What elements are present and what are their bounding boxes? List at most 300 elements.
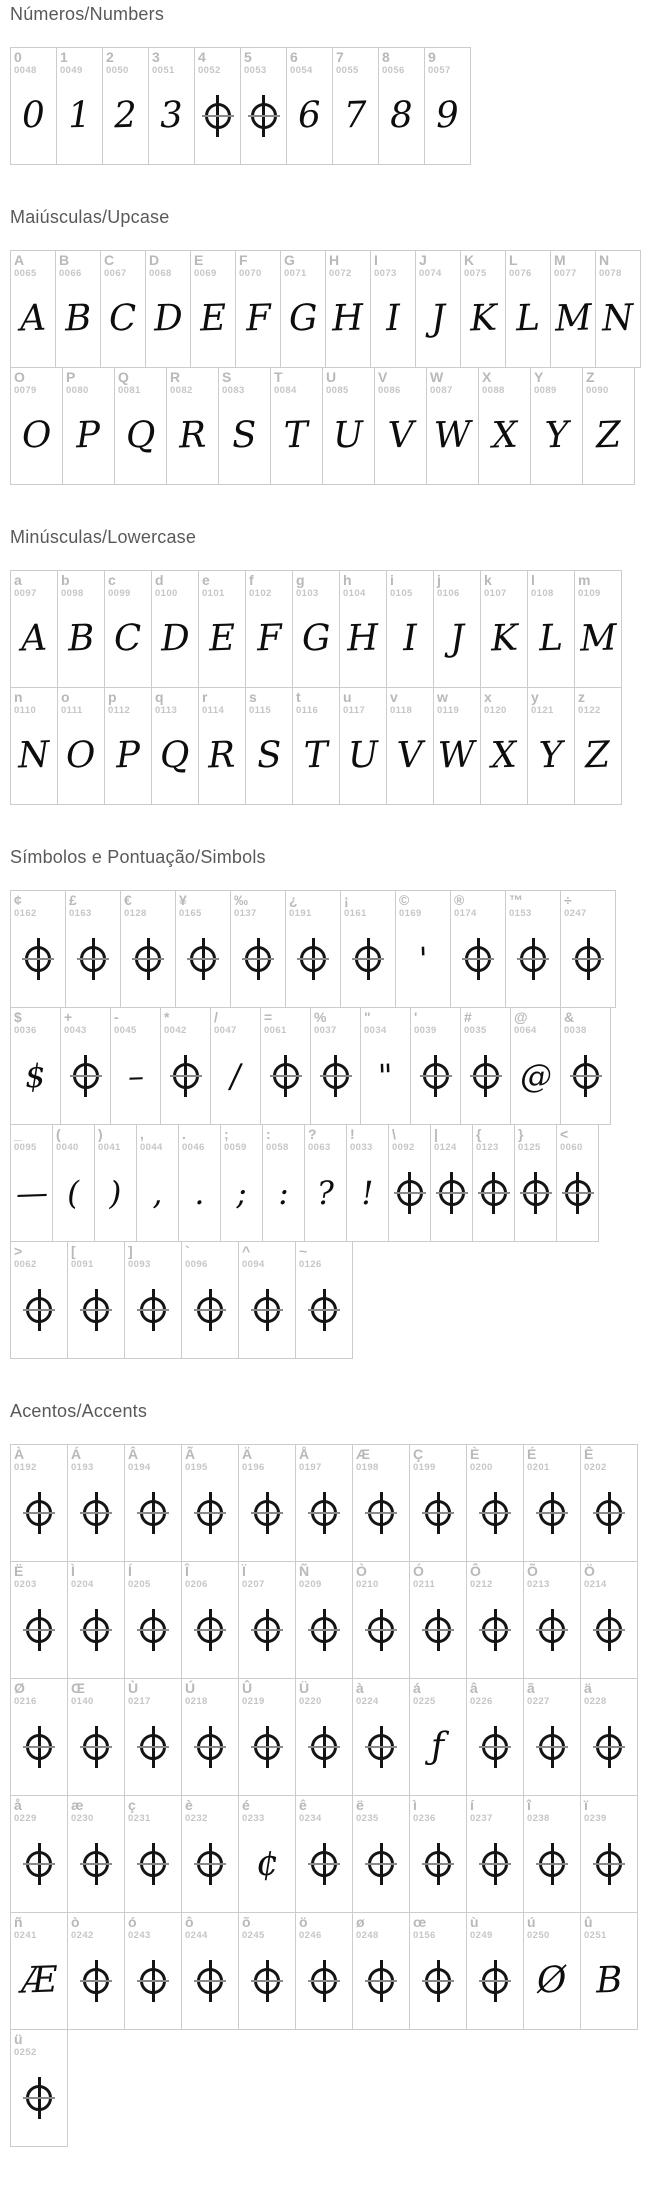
unicode-code: 0198 bbox=[356, 1461, 379, 1473]
char-label: & bbox=[564, 1009, 575, 1025]
glyph-cell bbox=[374, 367, 427, 485]
glyph-cell bbox=[148, 47, 195, 165]
glyph-cell bbox=[124, 1241, 182, 1359]
glyph-cell bbox=[574, 570, 622, 688]
glyph-area bbox=[371, 279, 415, 367]
unicode-code: 0121 bbox=[531, 704, 554, 716]
glyph: G bbox=[287, 297, 319, 340]
glyph: , bbox=[151, 1173, 164, 1212]
unicode-code: 0165 bbox=[179, 907, 202, 919]
glyph-cell bbox=[10, 1795, 68, 1913]
unicode-code: 0098 bbox=[61, 587, 84, 599]
glyph-cell bbox=[238, 1561, 296, 1679]
char-label: : bbox=[266, 1126, 271, 1142]
char-label: e bbox=[202, 572, 210, 588]
glyph-cell bbox=[310, 1007, 361, 1125]
char-label: ] bbox=[128, 1243, 133, 1259]
glyph-area bbox=[105, 716, 151, 804]
glyph: V bbox=[386, 414, 415, 457]
glyph-area bbox=[410, 1824, 466, 1912]
cell-header bbox=[11, 1679, 67, 1707]
glyph-area bbox=[195, 76, 240, 164]
notdef-glyph-icon bbox=[520, 946, 546, 972]
char-label: \ bbox=[392, 1126, 396, 1142]
glyph-cell bbox=[218, 367, 271, 485]
char-label: Ô bbox=[470, 1563, 481, 1579]
notdef-glyph-icon bbox=[197, 1968, 223, 1994]
unicode-code: 0237 bbox=[470, 1812, 493, 1824]
char-label: œ bbox=[413, 1914, 427, 1930]
unicode-code: 0119 bbox=[437, 704, 460, 716]
glyph-area bbox=[11, 1824, 67, 1912]
glyph-area bbox=[375, 396, 426, 484]
char-label: f bbox=[249, 572, 254, 588]
cell-header bbox=[353, 1445, 409, 1473]
char-label: j bbox=[437, 572, 441, 588]
unicode-code: 0058 bbox=[266, 1141, 289, 1153]
char-label: Â bbox=[128, 1446, 139, 1462]
cell-header bbox=[296, 1796, 352, 1824]
char-label: ` bbox=[185, 1243, 190, 1259]
glyph-cell bbox=[136, 1124, 179, 1242]
cell-header bbox=[286, 891, 340, 919]
glyph-area bbox=[434, 716, 480, 804]
char-label: c bbox=[108, 572, 116, 588]
glyph: U bbox=[332, 414, 365, 457]
glyph-area bbox=[125, 1473, 181, 1561]
section-title: Minúsculas/Lowercase bbox=[10, 527, 197, 547]
notdef-glyph-icon bbox=[368, 1617, 394, 1643]
glyph-cell bbox=[181, 1912, 239, 2030]
glyph: Q bbox=[159, 734, 191, 777]
notdef-glyph-icon bbox=[473, 1063, 499, 1089]
notdef-glyph-icon bbox=[539, 1617, 565, 1643]
unicode-code: 0199 bbox=[413, 1461, 436, 1473]
unicode-code: 0077 bbox=[554, 267, 577, 279]
notdef-glyph-icon bbox=[368, 1851, 394, 1877]
char-label: Ó bbox=[413, 1563, 424, 1579]
glyph-area bbox=[236, 279, 280, 367]
char-label: E bbox=[194, 252, 204, 268]
notdef-glyph-icon bbox=[140, 1734, 166, 1760]
char-label: ™ bbox=[509, 892, 523, 908]
notdef-glyph-icon bbox=[254, 1734, 280, 1760]
charmap-section bbox=[10, 527, 661, 805]
glyph: P bbox=[75, 414, 102, 457]
glyph: W bbox=[437, 734, 477, 777]
char-label: $ bbox=[14, 1009, 22, 1025]
char-label: q bbox=[155, 689, 164, 705]
cell-header bbox=[341, 891, 395, 919]
glyph-cell bbox=[10, 367, 63, 485]
char-label: é bbox=[242, 1797, 250, 1813]
char-label: + bbox=[64, 1009, 73, 1025]
notdef-glyph-icon bbox=[311, 1851, 337, 1877]
unicode-code: 0087 bbox=[430, 384, 453, 396]
glyph: Y bbox=[543, 414, 570, 457]
glyph-area bbox=[182, 1270, 238, 1358]
cell-header bbox=[431, 1125, 472, 1153]
glyph: 3 bbox=[159, 94, 184, 137]
glyph-area bbox=[211, 1036, 260, 1124]
char-label: > bbox=[14, 1243, 23, 1259]
glyph: E bbox=[199, 297, 227, 340]
glyph-cell bbox=[151, 570, 199, 688]
char-label: n bbox=[14, 689, 23, 705]
unicode-code: 0034 bbox=[364, 1024, 387, 1036]
cell-header bbox=[557, 1125, 598, 1153]
char-label: w bbox=[437, 689, 448, 705]
notdef-glyph-icon bbox=[245, 946, 271, 972]
glyph: P bbox=[115, 734, 141, 777]
unicode-code: 0048 bbox=[14, 64, 37, 76]
glyph-area bbox=[551, 279, 595, 367]
glyph-area bbox=[296, 1270, 352, 1358]
glyph-area bbox=[524, 1941, 580, 2029]
glyph-cell bbox=[270, 367, 323, 485]
glyph-row bbox=[10, 570, 661, 688]
glyph-area bbox=[246, 599, 292, 687]
unicode-code: 0230 bbox=[71, 1812, 94, 1824]
glyph-cell bbox=[280, 250, 326, 368]
glyph-cell bbox=[523, 1912, 581, 2030]
glyph-cell bbox=[370, 250, 416, 368]
unicode-code: 0211 bbox=[413, 1578, 436, 1590]
unicode-code: 0088 bbox=[482, 384, 505, 396]
char-label: H bbox=[329, 252, 340, 268]
glyph-area bbox=[596, 279, 640, 367]
cell-header bbox=[239, 1796, 295, 1824]
glyph-area bbox=[176, 919, 230, 1007]
glyph: ? bbox=[316, 1173, 335, 1213]
glyph: N bbox=[17, 734, 51, 777]
glyph-cell bbox=[114, 367, 167, 485]
glyph-area bbox=[239, 1941, 295, 2029]
notdef-glyph-icon bbox=[573, 1063, 599, 1089]
glyph-area bbox=[11, 76, 56, 164]
glyph-area bbox=[581, 1473, 637, 1561]
notdef-glyph-icon bbox=[355, 946, 381, 972]
glyph-area bbox=[340, 716, 386, 804]
char-label: 4 bbox=[198, 49, 206, 65]
unicode-code: 0078 bbox=[599, 267, 622, 279]
unicode-code: 0245 bbox=[242, 1929, 265, 1941]
notdef-glyph-icon bbox=[190, 946, 216, 972]
cell-header bbox=[581, 1679, 637, 1707]
char-label: l bbox=[531, 572, 535, 588]
unicode-code: 0111 bbox=[61, 704, 83, 716]
glyph-cell bbox=[325, 250, 371, 368]
char-label: v bbox=[390, 689, 398, 705]
cell-header bbox=[68, 1242, 124, 1270]
glyph-cell bbox=[100, 250, 146, 368]
glyph: F bbox=[255, 617, 283, 660]
cell-header bbox=[115, 368, 166, 396]
glyph: X bbox=[490, 414, 519, 457]
cell-header bbox=[57, 48, 102, 76]
notdef-glyph-icon bbox=[539, 1500, 565, 1526]
glyph: H bbox=[346, 617, 380, 660]
char-label: V bbox=[378, 369, 388, 385]
unicode-code: 0123 bbox=[476, 1141, 499, 1153]
glyph-area bbox=[11, 1941, 67, 2029]
notdef-glyph-icon bbox=[311, 1968, 337, 1994]
unicode-code: 0086 bbox=[378, 384, 401, 396]
glyph-cell bbox=[245, 570, 293, 688]
char-label: 1 bbox=[60, 49, 68, 65]
notdef-glyph-icon bbox=[197, 1297, 223, 1323]
notdef-glyph-icon bbox=[425, 1617, 451, 1643]
glyph-cell bbox=[339, 687, 387, 805]
notdef-glyph-icon bbox=[323, 1063, 349, 1089]
char-label: Ñ bbox=[299, 1563, 310, 1579]
glyph-row bbox=[10, 368, 661, 485]
unicode-code: 0156 bbox=[413, 1929, 436, 1941]
glyph: R bbox=[178, 414, 207, 457]
unicode-code: 0216 bbox=[14, 1695, 37, 1707]
char-label: 0 bbox=[14, 49, 22, 65]
glyph: C bbox=[113, 617, 143, 660]
unicode-code: 0229 bbox=[14, 1812, 37, 1824]
char-label: a bbox=[14, 572, 22, 588]
notdef-glyph-icon bbox=[439, 1180, 465, 1206]
notdef-glyph-icon bbox=[539, 1734, 565, 1760]
glyph-cell bbox=[10, 1678, 68, 1796]
cell-header bbox=[182, 1562, 238, 1590]
glyph-area bbox=[161, 1036, 210, 1124]
cell-header bbox=[56, 251, 100, 279]
glyph-area bbox=[125, 1590, 181, 1678]
notdef-glyph-icon bbox=[26, 2085, 52, 2111]
notdef-glyph-icon bbox=[197, 1500, 223, 1526]
glyph-cell bbox=[505, 890, 561, 1008]
cell-header bbox=[191, 251, 235, 279]
unicode-code: 0125 bbox=[518, 1141, 541, 1153]
char-label: y bbox=[531, 689, 539, 705]
unicode-code: 0053 bbox=[244, 64, 267, 76]
glyph-area bbox=[101, 279, 145, 367]
glyph-area bbox=[410, 1590, 466, 1678]
char-label: / bbox=[214, 1009, 218, 1025]
glyph-cell bbox=[102, 47, 149, 165]
cell-header bbox=[375, 368, 426, 396]
unicode-code: 0067 bbox=[104, 267, 127, 279]
unicode-code: 0116 bbox=[296, 704, 319, 716]
glyph-cell bbox=[10, 1912, 68, 2030]
notdef-glyph-icon bbox=[140, 1968, 166, 1994]
glyph: O bbox=[21, 414, 52, 457]
glyph-cell bbox=[160, 1007, 211, 1125]
glyph-area bbox=[411, 1036, 460, 1124]
glyph: B bbox=[67, 617, 95, 660]
glyph-area bbox=[461, 1036, 510, 1124]
unicode-code: 0094 bbox=[242, 1258, 265, 1270]
char-label: m bbox=[578, 572, 591, 588]
notdef-glyph-icon bbox=[26, 1297, 52, 1323]
cell-header bbox=[287, 48, 332, 76]
unicode-code: 0174 bbox=[454, 907, 477, 919]
glyph-cell bbox=[124, 1795, 182, 1913]
char-label: 5 bbox=[244, 49, 252, 65]
glyph-cell bbox=[260, 1007, 311, 1125]
glyph-area bbox=[11, 1153, 52, 1241]
char-label: o bbox=[61, 689, 70, 705]
unicode-code: 0042 bbox=[164, 1024, 187, 1036]
notdef-glyph-icon bbox=[26, 1734, 52, 1760]
glyph: M bbox=[553, 297, 593, 340]
cell-header bbox=[261, 1008, 310, 1036]
unicode-code: 0109 bbox=[578, 587, 601, 599]
unicode-code: 0036 bbox=[14, 1024, 37, 1036]
unicode-code: 0057 bbox=[428, 64, 451, 76]
unicode-code: 0113 bbox=[155, 704, 178, 716]
char-label: ì bbox=[413, 1797, 417, 1813]
glyph-area bbox=[11, 716, 57, 804]
glyph-cell bbox=[238, 1912, 296, 2030]
charmap-section bbox=[10, 207, 661, 485]
glyph-cell bbox=[386, 570, 434, 688]
unicode-code: 0218 bbox=[185, 1695, 208, 1707]
glyph-cell bbox=[582, 367, 635, 485]
glyph: O bbox=[65, 734, 97, 777]
cell-header bbox=[467, 1445, 523, 1473]
glyph-area bbox=[467, 1590, 523, 1678]
glyph: L bbox=[538, 617, 564, 660]
notdef-glyph-icon bbox=[26, 1500, 52, 1526]
glyph-cell bbox=[238, 1795, 296, 1913]
glyph: ! bbox=[360, 1173, 375, 1213]
cell-header bbox=[410, 1445, 466, 1473]
glyph: W bbox=[433, 414, 472, 457]
glyph-area bbox=[11, 919, 65, 1007]
cell-header bbox=[353, 1562, 409, 1590]
cell-header bbox=[340, 688, 386, 716]
glyph-cell bbox=[220, 1124, 263, 1242]
char-label: Ø bbox=[14, 1680, 25, 1696]
cell-header bbox=[246, 688, 292, 716]
glyph-cell bbox=[472, 1124, 515, 1242]
glyph-area bbox=[575, 716, 621, 804]
glyph-area bbox=[221, 1153, 262, 1241]
unicode-code: 0233 bbox=[242, 1812, 265, 1824]
char-label: Ë bbox=[14, 1563, 24, 1579]
char-label: ö bbox=[299, 1914, 308, 1930]
glyph-area bbox=[199, 716, 245, 804]
unicode-code: 0231 bbox=[128, 1812, 151, 1824]
charmap-section bbox=[10, 1401, 661, 2147]
glyph-area bbox=[58, 599, 104, 687]
unicode-code: 0252 bbox=[14, 2046, 37, 2058]
glyph-cell bbox=[166, 367, 219, 485]
glyph-cell bbox=[450, 890, 506, 1008]
notdef-glyph-icon bbox=[311, 1617, 337, 1643]
unicode-code: 0214 bbox=[584, 1578, 607, 1590]
glyph-area bbox=[239, 1590, 295, 1678]
glyph-cell bbox=[352, 1444, 410, 1562]
glyph-area bbox=[103, 76, 148, 164]
glyph-cell bbox=[426, 367, 479, 485]
cell-header bbox=[219, 368, 270, 396]
char-label: ë bbox=[356, 1797, 364, 1813]
glyph: G bbox=[300, 617, 332, 660]
char-label: P bbox=[66, 369, 76, 385]
char-label: A bbox=[14, 252, 25, 268]
unicode-code: 0235 bbox=[356, 1812, 379, 1824]
glyph-cell bbox=[198, 687, 246, 805]
glyph-cell bbox=[240, 47, 287, 165]
glyph-area bbox=[152, 716, 198, 804]
unicode-code: 0124 bbox=[434, 1141, 457, 1153]
notdef-glyph-icon bbox=[596, 1851, 622, 1877]
glyph-area bbox=[347, 1153, 388, 1241]
char-label: T bbox=[274, 369, 283, 385]
cell-header bbox=[11, 1008, 60, 1036]
unicode-code: 0232 bbox=[185, 1812, 208, 1824]
glyph-area bbox=[481, 599, 527, 687]
cell-header bbox=[58, 571, 104, 599]
glyph-area bbox=[326, 279, 370, 367]
char-label: € bbox=[124, 892, 132, 908]
notdef-glyph-icon bbox=[254, 1500, 280, 1526]
cell-header bbox=[581, 1796, 637, 1824]
unicode-code: 0192 bbox=[14, 1461, 37, 1473]
glyph-cell bbox=[580, 1444, 638, 1562]
unicode-code: 0054 bbox=[290, 64, 313, 76]
unicode-code: 0201 bbox=[527, 1461, 550, 1473]
cell-header bbox=[581, 1445, 637, 1473]
glyph-area bbox=[57, 76, 102, 164]
glyph-cell bbox=[235, 250, 281, 368]
cell-header bbox=[575, 571, 621, 599]
unicode-code: 0056 bbox=[382, 64, 405, 76]
glyph-cell bbox=[175, 890, 231, 1008]
cell-header bbox=[410, 1562, 466, 1590]
notdef-glyph-icon bbox=[311, 1500, 337, 1526]
notdef-glyph-icon bbox=[140, 1297, 166, 1323]
char-label: % bbox=[314, 1009, 327, 1025]
cell-header bbox=[137, 1125, 178, 1153]
notdef-glyph-icon bbox=[482, 1734, 508, 1760]
glyph-area bbox=[11, 1707, 67, 1795]
unicode-code: 0046 bbox=[182, 1141, 205, 1153]
glyph-cell bbox=[580, 1561, 638, 1679]
char-label: h bbox=[343, 572, 352, 588]
char-label: ï bbox=[584, 1797, 588, 1813]
glyph-cell bbox=[523, 1444, 581, 1562]
glyph: 0 bbox=[21, 94, 46, 137]
glyph: I bbox=[402, 617, 418, 660]
cell-header bbox=[182, 1679, 238, 1707]
glyph-area bbox=[581, 1824, 637, 1912]
cell-header bbox=[411, 1008, 460, 1036]
cell-header bbox=[195, 48, 240, 76]
cell-header bbox=[581, 1913, 637, 1941]
cell-header bbox=[231, 891, 285, 919]
unicode-code: 0093 bbox=[128, 1258, 151, 1270]
notdef-glyph-icon bbox=[73, 1063, 99, 1089]
char-label: Î bbox=[185, 1563, 189, 1579]
notdef-glyph-icon bbox=[254, 1968, 280, 1994]
glyph-cell bbox=[181, 1444, 239, 1562]
glyph-area bbox=[387, 599, 433, 687]
glyph-row bbox=[10, 1913, 661, 2030]
glyph-area bbox=[341, 919, 395, 1007]
char-label: L bbox=[509, 252, 518, 268]
glyph-area bbox=[451, 919, 505, 1007]
char-label: ç bbox=[128, 1797, 136, 1813]
char-label: ô bbox=[185, 1914, 194, 1930]
section-title: Números/Numbers bbox=[10, 4, 165, 24]
